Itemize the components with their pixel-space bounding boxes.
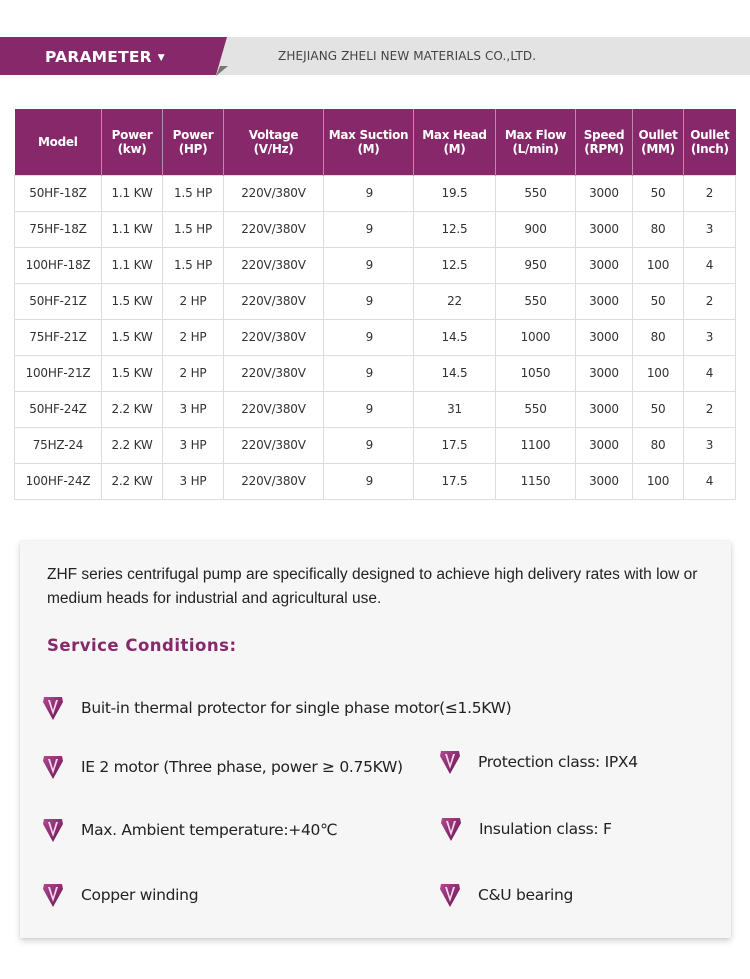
header-voltage: Voltage (V/Hz) xyxy=(224,109,324,175)
shield-v-icon xyxy=(42,754,64,780)
table-row xyxy=(15,427,736,463)
cell-max-flow: 1100 xyxy=(496,427,576,463)
shield-v-icon xyxy=(440,816,462,842)
cell-model: 100HF-18Z xyxy=(15,247,102,283)
header-power-kw: Power (kw) xyxy=(102,109,163,175)
header-speed: Speed (RPM) xyxy=(576,109,633,175)
cell-voltage: 220V/380V xyxy=(224,211,324,247)
cell-speed: 3000 xyxy=(576,391,633,427)
cell-max-flow: 950 xyxy=(496,247,576,283)
cell-max-flow: 550 xyxy=(496,283,576,319)
table-row xyxy=(15,283,736,319)
condition-copper-winding: Copper winding xyxy=(42,882,198,908)
table-row xyxy=(15,175,736,211)
cell-outlet-inch: 3 xyxy=(684,211,736,247)
header-power-hp: Power (HP) xyxy=(163,109,224,175)
header-max-head: Max Head (M) xyxy=(414,109,496,175)
cell-speed: 3000 xyxy=(576,355,633,391)
cell-speed: 3000 xyxy=(576,463,633,499)
shield-v-icon xyxy=(42,882,64,908)
table-row xyxy=(15,463,736,499)
cell-max-head: 22 xyxy=(414,283,496,319)
condition-insulation-class: Insulation class: F xyxy=(440,816,612,842)
cell-max-flow: 1000 xyxy=(496,319,576,355)
cell-voltage: 220V/380V xyxy=(224,427,324,463)
cell-power-kw: 1.1 KW xyxy=(102,211,163,247)
cell-voltage: 220V/380V xyxy=(224,391,324,427)
cell-max-suction: 9 xyxy=(324,463,414,499)
header-outlet-mm: Oullet (MM) xyxy=(633,109,684,175)
cell-speed: 3000 xyxy=(576,247,633,283)
cell-outlet-mm: 80 xyxy=(633,211,684,247)
description-card xyxy=(20,541,731,938)
header-max-suction: Max Suction (M) xyxy=(324,109,414,175)
cell-model: 75HF-21Z xyxy=(15,319,102,355)
cell-outlet-mm: 100 xyxy=(633,355,684,391)
cell-outlet-inch: 4 xyxy=(684,463,736,499)
cell-max-flow: 1050 xyxy=(496,355,576,391)
parameter-table xyxy=(14,109,736,500)
table-row xyxy=(15,319,736,355)
cell-outlet-inch: 4 xyxy=(684,247,736,283)
cell-max-flow: 1150 xyxy=(496,463,576,499)
cell-outlet-mm: 50 xyxy=(633,391,684,427)
cell-max-head: 14.5 xyxy=(414,319,496,355)
cell-voltage: 220V/380V xyxy=(224,247,324,283)
cell-power-hp: 1.5 HP xyxy=(163,211,224,247)
cell-model: 75HF-18Z xyxy=(15,211,102,247)
cell-max-suction: 9 xyxy=(324,427,414,463)
cell-model: 50HF-24Z xyxy=(15,391,102,427)
table-row xyxy=(15,211,736,247)
cell-power-hp: 3 HP xyxy=(163,391,224,427)
intro-text: ZHF series centrifugal pump are specifically designed to achieve high delivery rates with low or medium heads for industrial and agricultural use. xyxy=(47,566,698,607)
cell-power-hp: 3 HP xyxy=(163,463,224,499)
cell-model: 50HF-21Z xyxy=(15,283,102,319)
shield-v-icon xyxy=(439,882,461,908)
cell-speed: 3000 xyxy=(576,427,633,463)
parameter-title-label: PARAMETER xyxy=(45,48,152,66)
table-row xyxy=(15,391,736,427)
cell-max-suction: 9 xyxy=(324,175,414,211)
parameter-title xyxy=(45,37,165,75)
cell-voltage: 220V/380V xyxy=(224,463,324,499)
cell-power-kw: 1.5 KW xyxy=(102,355,163,391)
table-row xyxy=(15,355,736,391)
header-outlet-inch: Oullet (Inch) xyxy=(684,109,736,175)
cell-power-hp: 1.5 HP xyxy=(163,175,224,211)
company-name: ZHEJIANG ZHELI NEW MATERIALS CO.,LTD. xyxy=(278,49,537,63)
cell-max-head: 19.5 xyxy=(414,175,496,211)
cell-max-head: 17.5 xyxy=(414,427,496,463)
service-conditions-title: Service Conditions: xyxy=(47,636,237,655)
header-max-flow: Max Flow (L/min) xyxy=(496,109,576,175)
cell-max-head: 14.5 xyxy=(414,355,496,391)
shield-v-icon xyxy=(42,817,64,843)
cell-max-suction: 9 xyxy=(324,391,414,427)
cell-outlet-mm: 50 xyxy=(633,283,684,319)
cell-model: 100HF-21Z xyxy=(15,355,102,391)
shield-v-icon xyxy=(439,749,461,775)
cell-max-head: 17.5 xyxy=(414,463,496,499)
cell-outlet-inch: 2 xyxy=(684,175,736,211)
cell-power-kw: 1.1 KW xyxy=(102,247,163,283)
cell-voltage: 220V/380V xyxy=(224,319,324,355)
cell-power-hp: 3 HP xyxy=(163,427,224,463)
cell-model: 50HF-18Z xyxy=(15,175,102,211)
cell-max-suction: 9 xyxy=(324,283,414,319)
cell-power-kw: 2.2 KW xyxy=(102,391,163,427)
cell-power-kw: 1.1 KW xyxy=(102,175,163,211)
cell-voltage: 220V/380V xyxy=(224,283,324,319)
cell-power-hp: 2 HP xyxy=(163,283,224,319)
cell-max-head: 31 xyxy=(414,391,496,427)
cell-max-head: 12.5 xyxy=(414,211,496,247)
cell-speed: 3000 xyxy=(576,283,633,319)
cell-max-suction: 9 xyxy=(324,319,414,355)
cell-speed: 3000 xyxy=(576,211,633,247)
cell-voltage: 220V/380V xyxy=(224,175,324,211)
cell-power-kw: 2.2 KW xyxy=(102,463,163,499)
cell-power-kw: 1.5 KW xyxy=(102,283,163,319)
cell-model: 75HZ-24 xyxy=(15,427,102,463)
cell-power-kw: 1.5 KW xyxy=(102,319,163,355)
condition-protection-class: Protection class: IPX4 xyxy=(439,749,638,775)
cell-outlet-mm: 50 xyxy=(633,175,684,211)
cell-max-flow: 550 xyxy=(496,175,576,211)
cell-outlet-inch: 2 xyxy=(684,283,736,319)
cell-voltage: 220V/380V xyxy=(224,355,324,391)
header-model: Model xyxy=(15,109,102,175)
cell-max-suction: 9 xyxy=(324,211,414,247)
condition-ie2-motor: IE 2 motor (Three phase, power ≥ 0.75KW) xyxy=(42,754,403,780)
cell-power-hp: 2 HP xyxy=(163,355,224,391)
cell-outlet-mm: 80 xyxy=(633,427,684,463)
cell-max-suction: 9 xyxy=(324,355,414,391)
cell-outlet-inch: 2 xyxy=(684,391,736,427)
cell-model: 100HF-24Z xyxy=(15,463,102,499)
condition-ambient-temperature: Max. Ambient temperature:+40℃ xyxy=(42,817,337,843)
shield-v-icon xyxy=(42,695,64,721)
cell-speed: 3000 xyxy=(576,175,633,211)
cell-outlet-mm: 100 xyxy=(633,463,684,499)
table-row xyxy=(15,247,736,283)
cell-outlet-inch: 3 xyxy=(684,319,736,355)
cell-speed: 3000 xyxy=(576,319,633,355)
cell-power-kw: 2.2 KW xyxy=(102,427,163,463)
table-header-row xyxy=(15,109,736,175)
cell-max-flow: 550 xyxy=(496,391,576,427)
condition-thermal-protector: Buit-in thermal protector for single phase motor(≤1.5KW) xyxy=(42,695,511,721)
cell-outlet-mm: 80 xyxy=(633,319,684,355)
cell-outlet-mm: 100 xyxy=(633,247,684,283)
cell-power-hp: 1.5 HP xyxy=(163,247,224,283)
cell-max-suction: 9 xyxy=(324,247,414,283)
cell-power-hp: 2 HP xyxy=(163,319,224,355)
cell-max-flow: 900 xyxy=(496,211,576,247)
condition-bearing: C&U bearing xyxy=(439,882,573,908)
cell-outlet-inch: 4 xyxy=(684,355,736,391)
caret-down-icon: ▼ xyxy=(157,53,165,63)
cell-outlet-inch: 3 xyxy=(684,427,736,463)
cell-max-head: 12.5 xyxy=(414,247,496,283)
